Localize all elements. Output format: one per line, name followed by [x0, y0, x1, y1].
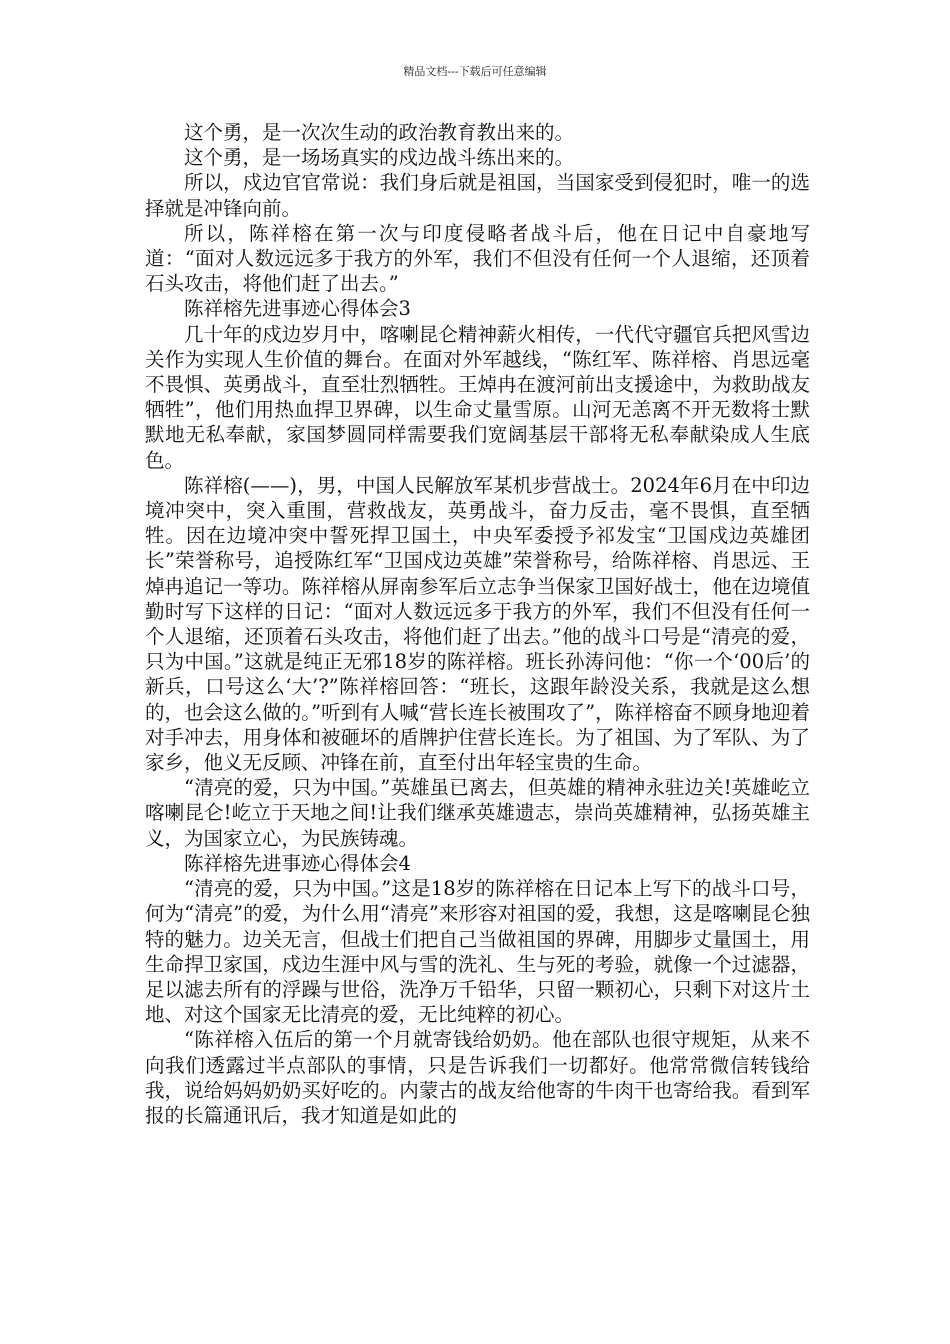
section-heading: 陈祥榕先进事迹心得体会3	[184, 297, 411, 321]
paragraph: “清亮的爱，只为中国。”这是18岁的陈祥榕在日记本上写下的战斗口号，何为“清亮”的爱，为什么用“清亮”来形容对祖国的爱，我想，这是喀喇昆仑独特的魅力。边关无言，但战士们把自己当做祖国的界碑，用脚步丈量国土，用生命捍卫家国，戍边生涯中风与雪的洗礼、生与死的考验，就像一个过滤器，足以滤去所有的浮躁与世俗，洗净万千铅华，只留一颗初心，只剩下对这片土地、对这个国家无比清亮的爱，无比纯粹的初心。	[145, 877, 810, 1027]
paragraph: 所以，戍边官官常说：我们身后就是祖国，当国家受到侵犯时，唯一的选择就是冲锋向前。	[145, 171, 810, 220]
section-heading: 陈祥榕先进事迹心得体会4	[184, 851, 411, 875]
paragraph: “陈祥榕入伍后的第一个月就寄钱给奶奶。他在部队也很守规矩，从来不向我们透露过半点部队的事情，只是告诉我们一切都好。他常常微信转钱给我，说给妈妈奶奶买好吃的。内蒙古的战友给他寄的牛肉干也寄给我。看到军报的长篇通讯后，我才知道是如此的	[145, 1028, 810, 1127]
document-body	[145, 120, 810, 1128]
paragraph: 陈祥榕(——)，男，中国人民解放军某机步营战士。2024年6月在中印边境冲突中，突入重围，营救战友，英勇战斗，奋力反击，毫不畏惧，直至牺牲。因在边境冲突中誓死捍卫国土，中央军委授予祁发宝“卫国戍边英雄团长”荣誉称号，追授陈红军“卫国戍边英雄”荣誉称号，给陈祥榕、肖思远、王焯冉追记一等功。陈祥榕从屏南参军后立志争当保家卫国好战士，他在边境值勤时写下这样的日记：“面对人数远远多于我方的外军，我们不但没有任何一个人退缩，还顶着石头攻击，将他们赶了出去。”他的战斗口号是“清亮的爱，只为中国。”这就是纯正无邪18岁的陈祥榕。班长孙涛问他：“你一个‘00后’的新兵，口号这么‘大’?”陈祥榕回答：“班长，这跟年龄没关系，我就是这么想的，也会这么做的。”听到有人喊“营长连长被围攻了”，陈祥榕奋不顾身地迎着对手冲去，用身体和被砸坏的盾牌护住营长连长。为了祖国、为了军队、为了家乡，他义无反顾、冲锋在前，直至付出年轻宝贵的生命。	[145, 473, 810, 775]
paragraph: “清亮的爱，只为中国。”英雄虽已离去，但英雄的精神永驻边关!英雄屹立喀喇昆仑!屹立于天地之间!让我们继承英雄遗志，崇尚英雄精神，弘扬英雄主义，为国家立心，为民族铸魂。	[145, 776, 810, 850]
paragraph: 这个勇，是一场场真实的戍边战斗练出来的。	[184, 146, 575, 170]
paragraph: 这个勇，是一次次生动的政治教育教出来的。	[184, 121, 575, 144]
paragraph: 所以，陈祥榕在第一次与印度侵略者战斗后，他在日记中自豪地写道：“面对人数远远多于我方的外军，我们不但没有任何一个人退缩，还顶着石头攻击，将他们赶了出去。”	[145, 221, 810, 296]
page-header: 精品文档---下载后可任意编辑	[403, 65, 547, 78]
paragraph: 几十年的戍边岁月中，喀喇昆仑精神薪火相传，一代代守疆官兵把风雪边关作为实现人生价值的舞台。在面对外军越线，“陈红军、陈祥榕、肖思远毫不畏惧、英勇战斗，直至壮烈牺牲。王焯冉在渡河前出支援途中，为救助战友牺牲”，他们用热血捍卫界碑，以生命丈量雪原。山河无恙离不开无数将士默默地无私奉献，家国梦圆同样需要我们宽阔基层干部将无私奉献染成人生底色。	[145, 322, 810, 472]
